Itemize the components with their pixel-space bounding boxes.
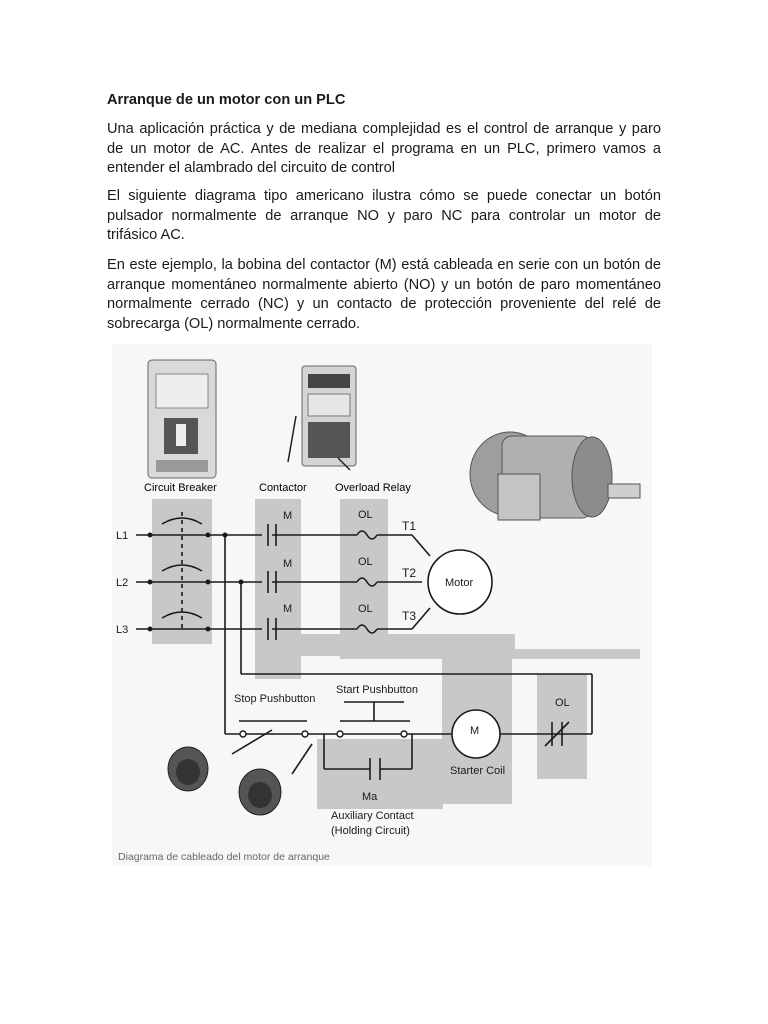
ol2-label: OL	[358, 556, 373, 568]
circuit-breaker-label: Circuit Breaker	[144, 482, 217, 494]
t3-label: T3	[402, 609, 417, 623]
t1-label: T1	[402, 519, 417, 533]
stop-pushbutton-label: Stop Pushbutton	[234, 693, 316, 705]
auxiliary-contact-label: Auxiliary Contact	[331, 810, 414, 822]
motor-label: Motor	[445, 577, 474, 589]
contactor-label: Contactor	[259, 482, 307, 494]
overload-relay-label: Overload Relay	[335, 482, 411, 494]
ol-control-label: OL	[555, 697, 570, 709]
line-l1-label: L1	[116, 530, 129, 542]
start-pushbutton-label: Start Pushbutton	[336, 684, 418, 696]
document-title: Arranque de un motor con un PLC	[107, 92, 346, 108]
line-l3-label: L3	[116, 624, 129, 636]
contact-m1-label: M	[283, 510, 293, 522]
stop-pushbutton-photo	[168, 747, 208, 791]
paragraph-2: El siguiente diagrama tipo americano ilustra cómo se puede conectar un botón pulsador normalmente de arranque NO y paro NC para controlar un motor de trifásico AC.	[107, 188, 661, 244]
line-l2-label: L2	[116, 577, 129, 589]
t2-label: T2	[402, 566, 417, 580]
start-pushbutton-photo	[239, 769, 281, 815]
contact-m2-label: M	[283, 558, 293, 570]
circuit-breaker-photo	[148, 360, 216, 478]
holding-circuit-label: (Holding Circuit)	[331, 825, 410, 837]
ma-label: Ma	[362, 791, 378, 803]
paragraph-3: En este ejemplo, la bobina del contactor (M) está cableada en serie con un botón de arranque momentáneo normalmente abierto (NO) y un botón de paro momentáneo normalmente cerrado (NC) y un contacto de protección proveniente del relé de sobrecarga (OL) normalmente cerrado.	[107, 257, 661, 332]
paragraph-1: Una aplicación práctica y de mediana complejidad es el control de arranque y paro de un motor de AC. Antes de realizar el programa en un PLC, primero vamos a entender el alambrado del circuito de control	[107, 121, 661, 177]
ol3-label: OL	[358, 603, 373, 615]
coil-m-label: M	[470, 725, 480, 737]
ol1-label: OL	[358, 509, 373, 521]
starter-coil-label: Starter Coil	[450, 765, 506, 777]
contact-m3-label: M	[283, 603, 293, 615]
motor-wiring-diagram	[112, 344, 652, 866]
figure-caption: Diagrama de cableado del motor de arranque	[118, 851, 330, 863]
